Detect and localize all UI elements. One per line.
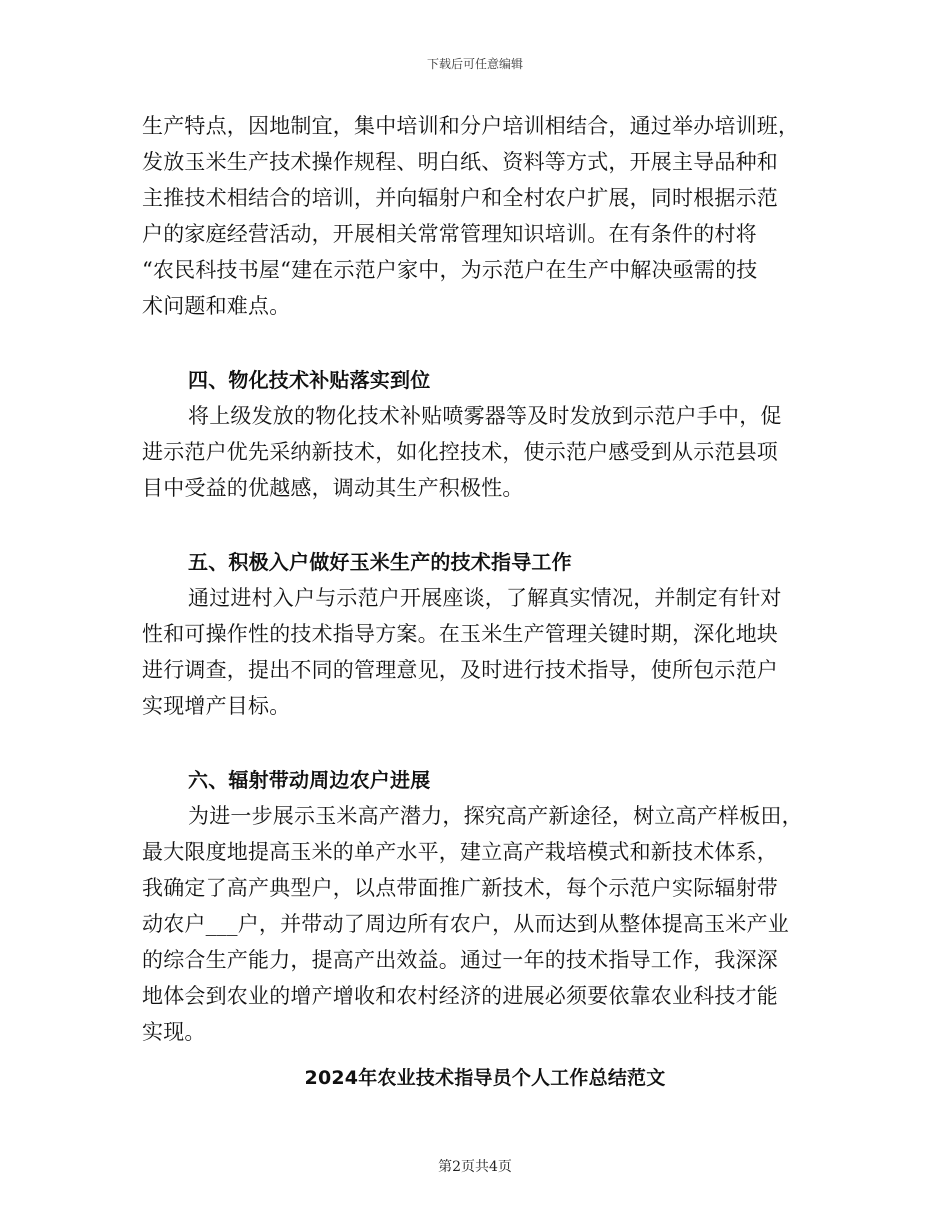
page-footer: 第2页共4页 (438, 1159, 512, 1175)
paragraph-line: 进行调查，提出不同的管理意见，及时进行技术指导，使所包示范户 (142, 658, 778, 682)
document-body (142, 108, 808, 1096)
document-title: 2024年农业技术指导员个人工作总结范文 (304, 1067, 666, 1089)
section-heading: 五、积极入户做好玉米生产的技术指导工作 (188, 550, 572, 574)
paragraph-line: 通过进村入户与示范户开展座谈，了解真实情况，并制定有针对 (188, 586, 782, 610)
paragraph-line: 性和可操作性的技术指导方案。在玉米生产管理关键时期，深化地块 (142, 622, 778, 646)
paragraph-line: 实现增产目标。 (142, 694, 291, 718)
section-heading: 六、辐射带动周边农户进展 (188, 768, 431, 792)
paragraph-line: 进示范户优先采纳新技术，如化控技术，使示范户感受到从示范县项 (142, 440, 778, 464)
paragraph-line: 发放玉米生产技术操作规程、明白纸、资料等方式，开展主导品种和 (142, 150, 778, 174)
paragraph-line: 实现。 (142, 1020, 206, 1044)
intro-paragraph (142, 108, 808, 324)
paragraph-line: 我确定了高产典型户，以点带面推广新技术，每个示范户实际辐射带 (142, 876, 778, 900)
section-5 (142, 544, 808, 724)
paragraph-line: “农民科技书屋“建在示范户家中，为示范户在生产中解决亟需的技 (142, 258, 758, 282)
section-heading: 四、物化技术补贴落实到位 (188, 368, 431, 392)
paragraph-line: 生产特点，因地制宜，集中培训和分户培训相结合，通过举办培训班， (142, 114, 800, 138)
paragraph-line: 目中受益的优越感，调动其生产积极性。 (142, 476, 524, 500)
paragraph-line: 户的家庭经营活动，开展相关常常管理知识培训。在有条件的村将 (142, 222, 757, 246)
header-note: 下载后可任意编辑 (426, 57, 523, 71)
section-4 (142, 362, 808, 506)
paragraph-line: 地体会到农业的增产增收和农村经济的进展必须要依靠农业科技才能 (142, 984, 778, 1008)
paragraph-line: 主推技术相结合的培训，并向辐射户和全村农户扩展，同时根据示范 (142, 186, 778, 210)
paragraph-line: 动农户___户，并带动了周边所有农户，从而达到从整体提高玉米产业 (142, 912, 789, 936)
paragraph-line: 将上级发放的物化技术补贴喷雾器等及时发放到示范户手中，促 (188, 404, 782, 428)
paragraph-line: 最大限度地提高玉米的单产水平，建立高产栽培模式和新技术体系， (142, 840, 778, 864)
paragraph-line: 为进一步展示玉米高产潜力，探究高产新途径，树立高产样板田， (188, 804, 803, 828)
section-6 (142, 762, 808, 1050)
paragraph-line: 的综合生产能力，提高产出效益。通过一年的技术指导工作，我深深 (142, 948, 778, 972)
paragraph-line: 术问题和难点。 (142, 294, 291, 318)
